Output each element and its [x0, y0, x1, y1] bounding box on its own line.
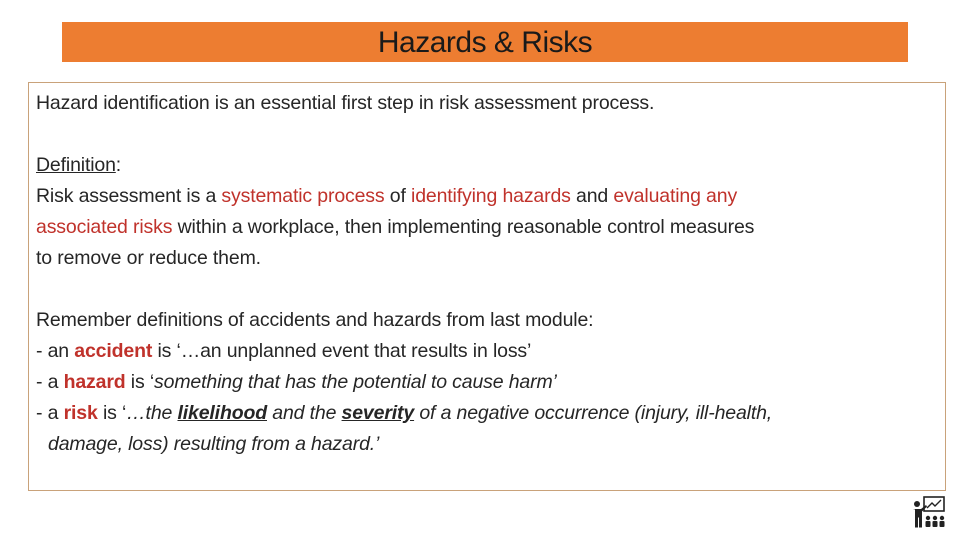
intro-line: Hazard identification is an essential first step in risk assessment process.	[36, 92, 655, 114]
definition-heading: Definition	[36, 154, 116, 176]
highlight-systematic-process: systematic process	[221, 185, 385, 207]
risk-term: risk	[63, 402, 98, 424]
accident-definition: - an accident is ‘…an unplanned event that results in loss’	[36, 340, 532, 362]
hazard-term: hazard	[63, 371, 126, 393]
content-box	[28, 82, 946, 491]
teacher-presentation-icon	[910, 496, 946, 528]
hazard-definition: - a hazard is ‘something that has the potential to cause harm’	[36, 371, 557, 393]
spacer	[36, 119, 939, 150]
definition-line-1: Risk assessment is a systematic process of identifying hazards and evaluating any	[36, 185, 738, 207]
accident-term: accident	[74, 340, 153, 362]
spacer	[36, 274, 939, 305]
risk-definition-cont: damage, loss) resulting from a hazard.’	[48, 433, 380, 455]
highlight-associated-risks: associated risks	[36, 216, 173, 238]
severity-term: severity	[341, 402, 415, 424]
definition-line-2: associated risks within a workplace, then implementing reasonable control measures	[36, 216, 755, 238]
risk-definition: - a risk is ‘…the likelihood and the severity of a negative occurrence (injury, ill-health,	[36, 402, 773, 424]
remember-line: Remember definitions of accidents and hazards from last module:	[36, 309, 594, 331]
highlight-identifying-hazards: identifying hazards	[411, 185, 571, 207]
definition-line-3: to remove or reduce them.	[36, 247, 261, 269]
likelihood-term: likelihood	[177, 402, 267, 424]
slide-title: Hazards & Risks	[377, 26, 593, 59]
highlight-evaluating-any: evaluating any	[613, 185, 738, 207]
content-text	[36, 88, 939, 460]
definition-heading-line: Definition:	[36, 154, 122, 176]
title-bar	[62, 22, 908, 62]
